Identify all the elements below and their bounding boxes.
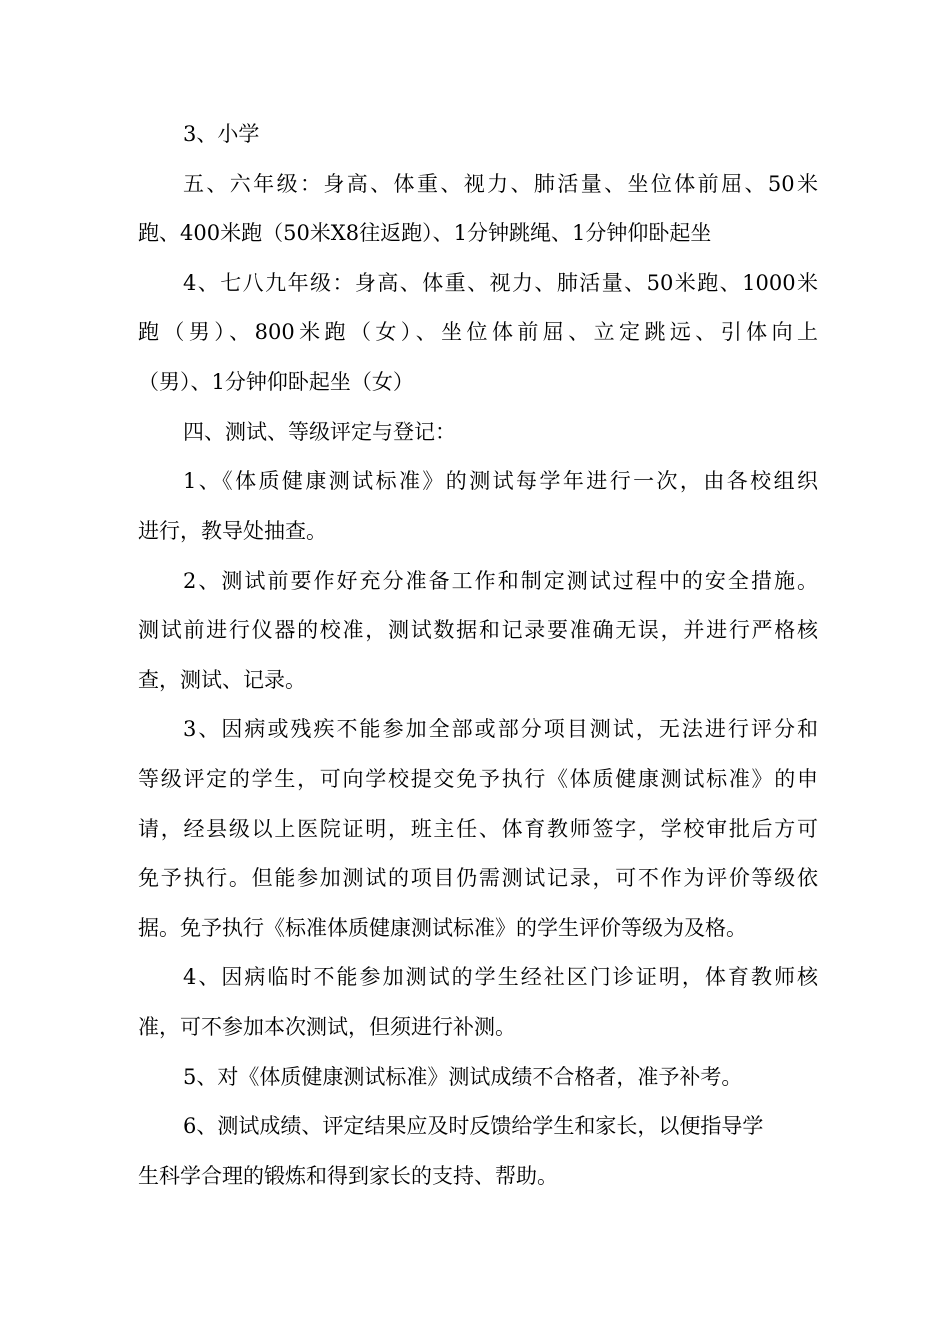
paragraph-line: 准，可不参加本次测试，但须进行补测。	[138, 1015, 516, 1039]
paragraph-line: 跑、400米跑（50米X8往返跑）、1分钟跳绳、1分钟仰卧起坐	[138, 221, 712, 245]
paragraph-line: 测试前进行仪器的校准，测试数据和记录要准确无误，并进行严格核	[138, 618, 818, 642]
paragraph-line: 4、七八九年级：身高、体重、视力、肺活量、50米跑、1000米	[183, 271, 818, 295]
paragraph-line: 6、测试成绩、评定结果应及时反馈给学生和家长，以便指导学	[183, 1114, 764, 1138]
paragraph-line: 据。免予执行《标准体质健康测试标准》的学生评价等级为及格。	[138, 916, 747, 940]
paragraph-line: （男）、1分钟仰卧起坐（女）	[138, 370, 414, 394]
section-heading: 四、测试、等级评定与登记：	[183, 420, 456, 444]
paragraph-line: 查，测试、记录。	[138, 668, 306, 692]
paragraph-line: 2、测试前要作好充分准备工作和制定测试过程中的安全措施。	[183, 569, 818, 593]
paragraph-line: 5、对《体质健康测试标准》测试成绩不合格者，准予补考。	[183, 1065, 743, 1089]
paragraph-line: 等级评定的学生，可向学校提交免予执行《体质健康测试标准》的申	[138, 767, 818, 791]
paragraph-line: 免予执行。但能参加测试的项目仍需测试记录，可不作为评价等级依	[138, 866, 818, 890]
paragraph-line: 生科学合理的锻炼和得到家长的支持、帮助。	[138, 1164, 558, 1188]
paragraph-line: 3、因病或残疾不能参加全部或部分项目测试，无法进行评分和	[183, 717, 818, 741]
section-heading-primary: 3、小学	[183, 122, 260, 146]
paragraph-line: 请，经县级以上医院证明，班主任、体育教师签字，学校审批后方可	[138, 817, 818, 841]
paragraph-line: 跑（男）、800米跑（女）、坐位体前屈、立定跳远、引体向上	[138, 320, 818, 344]
paragraph-line: 进行，教导处抽查。	[138, 519, 327, 543]
paragraph-line: 4、因病临时不能参加测试的学生经社区门诊证明，体育教师核	[183, 965, 818, 989]
paragraph-line: 五、六年级：身高、体重、视力、肺活量、坐位体前屈、50米	[183, 172, 818, 196]
paragraph-line: 1、《体质健康测试标准》的测试每学年进行一次，由各校组织	[183, 469, 818, 493]
